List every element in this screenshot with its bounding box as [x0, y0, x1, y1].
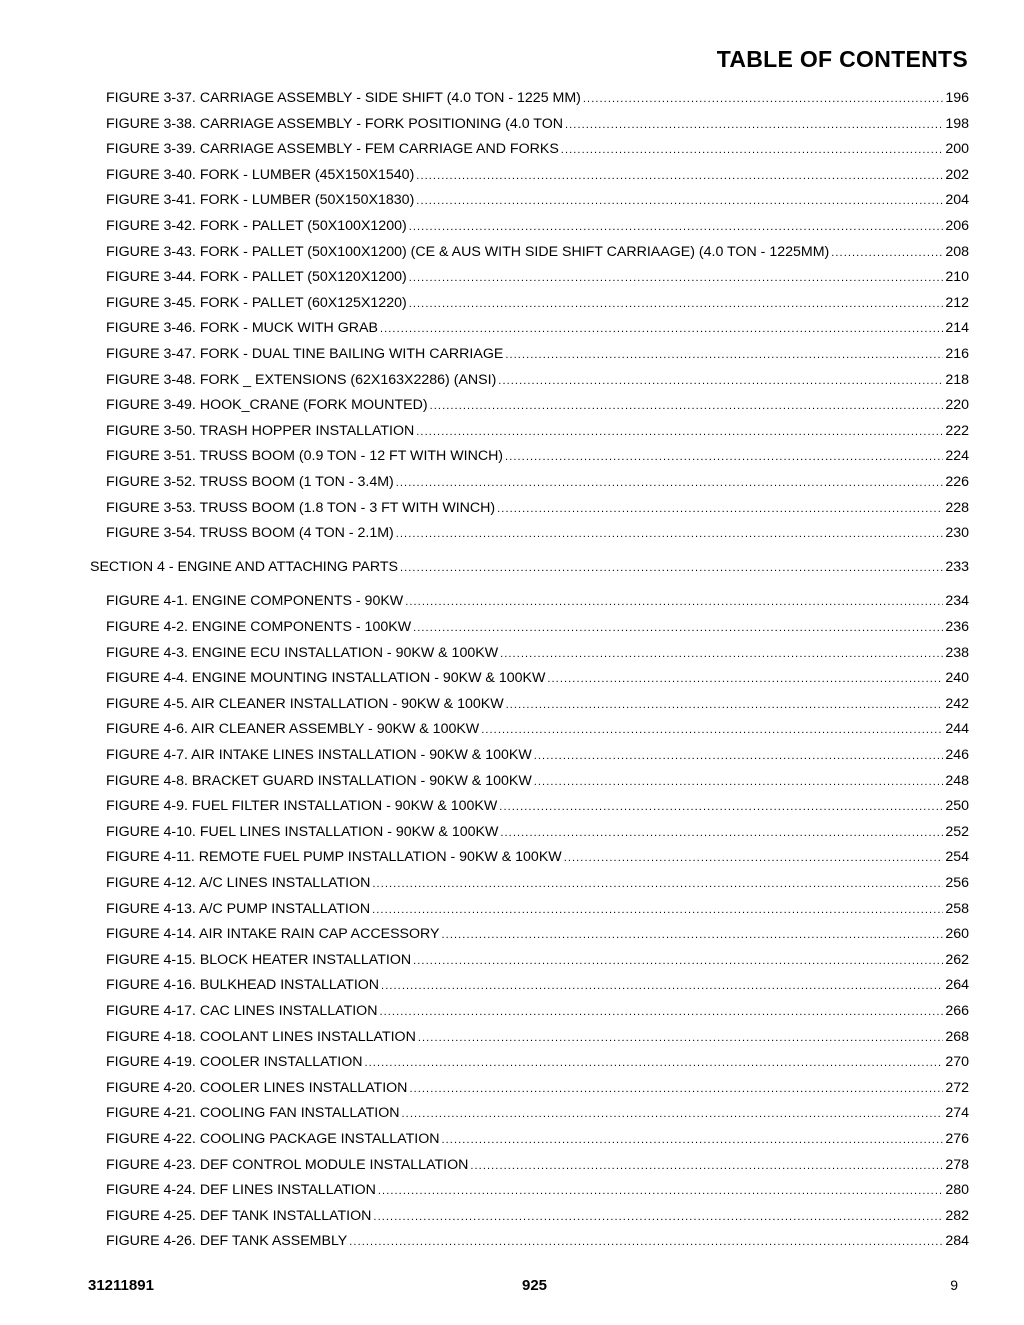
toc-entry-page: 284: [945, 1233, 969, 1250]
toc-dot-leader: [418, 1028, 943, 1048]
toc-dot-leader: [500, 644, 943, 664]
toc-entry-label: FIGURE 4-19. COOLER INSTALLATION: [106, 1054, 363, 1071]
toc-dot-leader: [564, 848, 944, 868]
toc-dot-leader: [561, 140, 944, 160]
toc-figure-entry[interactable]: [106, 771, 969, 791]
toc-entry-page: 252: [945, 823, 969, 840]
toc-dot-leader: [505, 447, 943, 467]
toc-entry-page: 212: [945, 294, 969, 311]
toc-figure-entry[interactable]: [106, 668, 969, 688]
toc-entry-label: FIGURE 3-47. FORK - DUAL TINE BAILING WITH CARRIAGE: [106, 346, 504, 362]
toc-entry-label: FIGURE 4-10. FUEL LINES INSTALLATION - 90KW & 100KW: [106, 823, 499, 840]
toc-entry-label: FIGURE 3-44. FORK - PALLET (50X120X1200): [106, 269, 407, 286]
toc-dot-leader: [349, 1232, 943, 1252]
toc-entry-page: 244: [945, 721, 969, 738]
toc-figure-entry[interactable]: [106, 1129, 969, 1149]
toc-entry-page: 236: [945, 619, 969, 635]
toc-figure-entry[interactable]: [106, 242, 969, 262]
toc-entry-page: 256: [945, 875, 969, 891]
toc-entry-page: 264: [945, 977, 969, 994]
toc-entry-page: 224: [945, 448, 969, 465]
toc-entry-page: 282: [945, 1207, 969, 1224]
toc-figure-entry[interactable]: [106, 370, 969, 390]
toc-dot-leader: [409, 217, 944, 237]
toc-entry-page: 210: [945, 269, 969, 286]
toc-entry-label: FIGURE 4-9. FUEL FILTER INSTALLATION - 90KW & 100KW: [106, 798, 498, 815]
toc-entry-label: FIGURE 4-8. BRACKET GUARD INSTALLATION - 90KW & 100KW: [106, 772, 532, 789]
toc-entry-label: FIGURE 4-6. AIR CLEANER ASSEMBLY - 90KW & 100KW: [106, 721, 480, 738]
toc-entry-page: 204: [945, 192, 969, 209]
toc-figure-entry[interactable]: [106, 1103, 969, 1123]
toc-entry-label: FIGURE 3-43. FORK - PALLET (50X100X1200) (CE & AUS WITH SIDE SHIFT CARRIAAGE) (4.0 TON - 1225MM): [106, 243, 830, 260]
toc-entry-label: FIGURE 4-11. REMOTE FUEL PUMP INSTALLATION - 90KW & 100KW: [106, 849, 562, 866]
toc-dot-leader: [413, 618, 943, 638]
footer-doc-number: 31211891: [88, 1277, 154, 1294]
toc-dot-leader: [441, 1130, 943, 1150]
toc-entry-page: 233: [945, 559, 969, 576]
toc-entry-page: 196: [945, 90, 969, 106]
toc-dot-leader: [409, 294, 944, 314]
toc-figure-entry[interactable]: [106, 472, 969, 492]
footer-center-number: 925: [522, 1277, 548, 1294]
footer-page-number: 9: [950, 1277, 958, 1293]
toc-dot-leader: [396, 524, 944, 544]
toc-figure-entry[interactable]: [106, 1027, 969, 1047]
toc-dot-leader: [547, 669, 943, 689]
toc-entry-page: 258: [945, 900, 969, 917]
toc-figure-entry[interactable]: [106, 293, 969, 313]
toc-entry-page: 276: [945, 1131, 969, 1147]
toc-entry-page: 270: [945, 1054, 969, 1071]
toc-figure-entry[interactable]: [106, 796, 969, 816]
toc-figure-entry[interactable]: [106, 190, 969, 210]
toc-figure-entry[interactable]: [106, 395, 969, 415]
toc-figure-entry[interactable]: [106, 899, 969, 919]
toc-entry-label: FIGURE 4-24. DEF LINES INSTALLATION: [106, 1182, 376, 1199]
toc-dot-leader: [409, 268, 944, 288]
toc-dot-leader: [378, 1181, 943, 1201]
toc-dot-leader: [481, 720, 943, 740]
toc-figure-entry[interactable]: [106, 694, 969, 714]
toc-figure-entry[interactable]: [106, 88, 969, 108]
toc-figure-entry[interactable]: [106, 446, 969, 466]
toc-entry-label: FIGURE 4-3. ENGINE ECU INSTALLATION - 90KW & 100KW: [106, 644, 499, 661]
toc-entry-page: 278: [945, 1156, 969, 1173]
toc-entry-label: FIGURE 3-38. CARRIAGE ASSEMBLY - FORK POSITIONING (4.0 TON: [106, 115, 563, 132]
toc-entry-page: 240: [945, 670, 969, 687]
toc-entry-page: 242: [945, 695, 969, 712]
toc-dot-leader: [534, 772, 944, 792]
toc-entry-label: FIGURE 3-45. FORK - PALLET (60X125X1220): [106, 294, 407, 311]
toc-entry-label: FIGURE 3-53. TRUSS BOOM (1.8 TON - 3 FT WITH WINCH): [106, 499, 496, 516]
toc-entry-label: FIGURE 3-51. TRUSS BOOM (0.9 TON - 12 FT WITH WINCH): [106, 448, 504, 465]
toc-entry-page: 266: [945, 1003, 969, 1019]
toc-figure-entry[interactable]: [106, 318, 969, 338]
toc-entry-page: 262: [945, 951, 969, 968]
toc-entry-page: 202: [945, 166, 969, 183]
toc-dot-leader: [470, 1156, 943, 1176]
toc-entry-label: FIGURE 3-48. FORK _ EXTENSIONS (62X163X2286) (ANSI): [106, 371, 497, 388]
toc-entry-page: 274: [945, 1105, 969, 1122]
toc-figure-entry[interactable]: [106, 1052, 969, 1072]
toc-dot-leader: [506, 695, 944, 715]
toc-dot-leader: [380, 319, 943, 339]
toc-figure-entry[interactable]: [106, 847, 969, 867]
toc-figure-entry[interactable]: [106, 975, 969, 995]
toc-entry-label: FIGURE 4-25. DEF TANK INSTALLATION: [106, 1207, 372, 1224]
toc-dot-leader: [500, 823, 943, 843]
toc-figure-entry[interactable]: [106, 924, 969, 944]
toc-entry-page: 268: [945, 1028, 969, 1045]
page-title: TABLE OF CONTENTS: [716, 46, 968, 72]
toc-section-entry[interactable]: [90, 557, 969, 577]
toc-entry-label: FIGURE 3-46. FORK - MUCK WITH GRAB: [106, 320, 378, 337]
toc-entry-label: FIGURE 4-17. CAC LINES INSTALLATION: [106, 1003, 378, 1019]
toc-entry-label: FIGURE 3-49. HOOK_CRANE (FORK MOUNTED): [106, 397, 428, 414]
toc-entry-page: 200: [945, 141, 969, 158]
toc-entry-label: FIGURE 4-1. ENGINE COMPONENTS - 90KW: [106, 593, 404, 610]
toc-dot-leader: [372, 900, 943, 920]
toc-dot-leader: [505, 345, 943, 365]
toc-dot-leader: [364, 1053, 943, 1073]
toc-dot-leader: [402, 1104, 944, 1124]
toc-dot-leader: [373, 1207, 943, 1227]
toc-entry-label: FIGURE 3-50. TRASH HOPPER INSTALLATION: [106, 422, 415, 439]
toc-entry-page: 206: [945, 218, 969, 234]
toc-entry-page: 230: [945, 525, 969, 542]
toc-dot-leader: [831, 243, 943, 263]
toc-figure-entry[interactable]: [106, 216, 969, 236]
toc-figure-entry[interactable]: [106, 498, 969, 518]
toc-entry-label: FIGURE 4-13. A/C PUMP INSTALLATION: [106, 900, 371, 917]
toc-dot-leader: [565, 115, 943, 135]
toc-dot-leader: [497, 499, 943, 519]
toc-figure-entry[interactable]: [106, 1155, 969, 1175]
toc-entry-page: 198: [945, 115, 969, 132]
toc-entry-label: FIGURE 4-14. AIR INTAKE RAIN CAP ACCESSORY: [106, 926, 440, 943]
toc-entry-page: 216: [945, 346, 969, 362]
toc-dot-leader: [416, 422, 943, 442]
toc-dot-leader: [430, 396, 944, 416]
toc-entry-page: 226: [945, 474, 969, 490]
toc-entry-page: 228: [945, 499, 969, 516]
toc-figure-entry[interactable]: [106, 617, 969, 637]
toc-dot-leader: [416, 166, 943, 186]
toc-entry-label: FIGURE 4-7. AIR INTAKE LINES INSTALLATION - 90KW & 100KW: [106, 747, 532, 763]
toc-dot-leader: [499, 797, 943, 817]
toc-entry-page: 222: [945, 422, 969, 439]
toc-dot-leader: [413, 951, 943, 971]
toc-entry-label: FIGURE 4-21. COOLING FAN INSTALLATION: [106, 1105, 400, 1122]
toc-entry-page: 218: [945, 371, 969, 388]
toc-entry-label: FIGURE 4-5. AIR CLEANER INSTALLATION - 90KW & 100KW: [106, 695, 504, 712]
toc-dot-leader: [442, 925, 944, 945]
toc-dot-leader: [416, 191, 943, 211]
toc-entry-page: 250: [945, 798, 969, 815]
toc-dot-leader: [400, 558, 943, 578]
toc-entry-label: FIGURE 3-41. FORK - LUMBER (50X150X1830): [106, 192, 415, 209]
toc-figure-entry[interactable]: [106, 643, 969, 663]
toc-figure-entry[interactable]: [106, 165, 969, 185]
toc-entry-page: 248: [945, 772, 969, 789]
toc-entry-label: FIGURE 3-37. CARRIAGE ASSEMBLY - SIDE SHIFT (4.0 TON - 1225 MM): [106, 90, 581, 106]
toc-entry-page: 220: [945, 397, 969, 414]
toc-figure-entry[interactable]: [106, 114, 969, 134]
toc-figure-entry[interactable]: [106, 873, 969, 893]
toc-entry-label: FIGURE 4-4. ENGINE MOUNTING INSTALLATION - 90KW & 100KW: [106, 670, 546, 687]
toc-dot-leader: [381, 976, 943, 996]
toc-dot-leader: [396, 473, 944, 493]
toc-figure-entry[interactable]: [106, 950, 969, 970]
toc-entry-label: FIGURE 3-39. CARRIAGE ASSEMBLY - FEM CARRIAGE AND FORKS: [106, 141, 559, 158]
toc-entry-page: 246: [945, 747, 969, 763]
toc-figure-entry[interactable]: [106, 421, 969, 441]
toc-figure-entry[interactable]: [106, 344, 969, 364]
toc-entry-label: FIGURE 4-26. DEF TANK ASSEMBLY: [106, 1233, 348, 1250]
toc-figure-entry[interactable]: [106, 719, 969, 739]
toc-dot-leader: [409, 1079, 943, 1099]
toc-entry-page: 234: [945, 593, 969, 610]
toc-entry-label: FIGURE 4-15. BLOCK HEATER INSTALLATION: [106, 951, 412, 968]
toc-figure-entry[interactable]: [106, 523, 969, 543]
toc-figure-entry[interactable]: [106, 1231, 969, 1251]
toc-figure-entry[interactable]: [106, 1078, 969, 1098]
toc-entry-label: FIGURE 3-40. FORK - LUMBER (45X150X1540): [106, 166, 415, 183]
toc-dot-leader: [534, 746, 944, 766]
toc-entry-label: FIGURE 4-18. COOLANT LINES INSTALLATION: [106, 1028, 416, 1045]
toc-entry-label: FIGURE 3-54. TRUSS BOOM (4 TON - 2.1M): [106, 525, 394, 542]
toc-entry-page: 208: [945, 243, 969, 260]
toc-figure-entry[interactable]: [106, 591, 969, 611]
toc-entry-label: FIGURE 4-22. COOLING PACKAGE INSTALLATION: [106, 1131, 440, 1147]
toc-figure-entry[interactable]: [106, 267, 969, 287]
toc-entry-page: 260: [945, 926, 969, 943]
toc-figure-entry[interactable]: [106, 139, 969, 159]
toc-dot-leader: [583, 89, 943, 109]
toc-entry-label: SECTION 4 - ENGINE AND ATTACHING PARTS: [90, 559, 398, 576]
toc-entry-label: FIGURE 4-2. ENGINE COMPONENTS - 100KW: [106, 619, 412, 635]
toc-dot-leader: [379, 1002, 943, 1022]
toc-entry-label: FIGURE 4-23. DEF CONTROL MODULE INSTALLATION: [106, 1156, 469, 1173]
toc-figure-entry[interactable]: [106, 1001, 969, 1021]
toc-figure-entry[interactable]: [106, 822, 969, 842]
toc-entry-page: 272: [945, 1079, 969, 1096]
toc-figure-entry[interactable]: [106, 1180, 969, 1200]
toc-entry-page: 214: [945, 320, 969, 337]
toc-entry-label: FIGURE 4-16. BULKHEAD INSTALLATION: [106, 977, 380, 994]
toc-entry-label: FIGURE 4-20. COOLER LINES INSTALLATION: [106, 1079, 408, 1096]
toc-figure-entry[interactable]: [106, 745, 969, 765]
toc-entry-label: FIGURE 3-42. FORK - PALLET (50X100X1200): [106, 218, 407, 234]
toc-figure-entry[interactable]: [106, 1206, 969, 1226]
toc-entry-label: FIGURE 3-52. TRUSS BOOM (1 TON - 3.4M): [106, 474, 394, 490]
toc-dot-leader: [498, 371, 943, 391]
toc-dot-leader: [405, 592, 943, 612]
toc-entry-page: 238: [945, 644, 969, 661]
toc-entry-page: 254: [945, 849, 969, 866]
toc-dot-leader: [372, 874, 943, 894]
toc-entry-label: FIGURE 4-12. A/C LINES INSTALLATION: [106, 875, 371, 891]
toc-entry-page: 280: [945, 1182, 969, 1199]
